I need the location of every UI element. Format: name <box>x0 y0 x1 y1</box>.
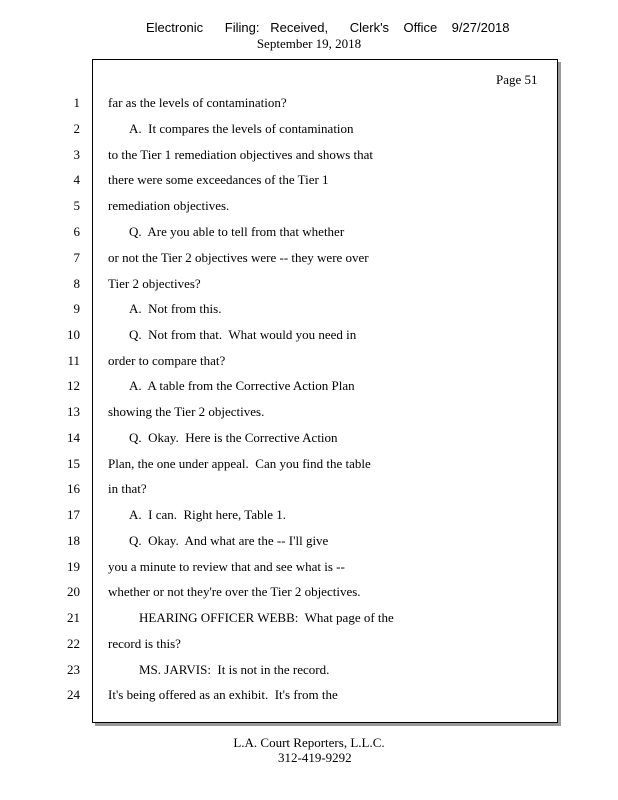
transcript-line: Q. Okay. Here is the Corrective Action <box>129 430 338 445</box>
transcript-line: remediation objectives. <box>108 198 230 213</box>
line-number: 1 <box>73 95 80 110</box>
line-number: 2 <box>73 121 80 136</box>
transcript-line: record is this? <box>108 636 181 651</box>
line-number: 14 <box>67 430 80 445</box>
line-number: 16 <box>67 481 80 496</box>
line-number: 8 <box>73 276 80 291</box>
line-number: 20 <box>67 584 80 599</box>
transcript-line: far as the levels of contamination? <box>108 95 287 110</box>
line-number: 3 <box>73 147 80 162</box>
transcript-line: Tier 2 objectives? <box>108 276 201 291</box>
transcript-line: It's being offered as an exhibit. It's from the <box>108 687 338 702</box>
transcript-line: order to compare that? <box>108 353 226 368</box>
page-number: Page 51 <box>496 72 538 87</box>
line-number: 6 <box>73 224 80 239</box>
transcript-line: A. It compares the levels of contamination <box>129 121 354 136</box>
line-number: 19 <box>67 559 80 574</box>
line-number: 24 <box>67 687 80 702</box>
transcript-line: to the Tier 1 remediation objectives and shows that <box>108 147 374 162</box>
transcript-line: there were some exceedances of the Tier 1 <box>108 172 329 187</box>
line-number: 17 <box>67 507 80 522</box>
transcript-line: in that? <box>108 481 147 496</box>
transcript-line: Q. Not from that. What would you need in <box>129 327 357 342</box>
transcript-line: A. A table from the Corrective Action Plan <box>129 378 355 393</box>
line-number: 18 <box>67 533 80 548</box>
transcript-line: Q. Are you able to tell from that whether <box>129 224 345 239</box>
footer-company: L.A. Court Reporters, L.L.C. <box>233 735 385 750</box>
transcript-line: Q. Okay. And what are the -- I'll give <box>129 533 329 548</box>
line-number: 21 <box>67 610 80 625</box>
transcript-line: Plan, the one under appeal. Can you find the table <box>108 456 371 471</box>
transcript-line: you a minute to review that and see what is -- <box>108 559 345 574</box>
transcript-line: or not the Tier 2 objectives were -- they were over <box>108 250 369 265</box>
transcript-line: MS. JARVIS: It is not in the record. <box>139 662 330 677</box>
footer-phone: 312-419-9292 <box>278 750 352 765</box>
line-number: 15 <box>67 456 80 471</box>
transcript-line: A. Not from this. <box>129 301 222 316</box>
line-number: 23 <box>67 662 80 677</box>
line-number: 4 <box>73 172 80 187</box>
line-number: 11 <box>67 353 80 368</box>
line-number: 13 <box>67 404 80 419</box>
transcript-line: showing the Tier 2 objectives. <box>108 404 265 419</box>
filing-stamp: Electronic Filing: Received, Clerk's Office 9/27/2018 <box>146 20 510 35</box>
header-date: September 19, 2018 <box>256 36 362 51</box>
line-number: 9 <box>73 301 80 316</box>
transcript-line: whether or not they're over the Tier 2 objectives. <box>108 584 361 599</box>
transcript-line: A. I can. Right here, Table 1. <box>129 507 286 522</box>
line-number: 22 <box>67 636 80 651</box>
line-number: 5 <box>73 198 80 213</box>
line-number: 10 <box>67 327 80 342</box>
line-number: 7 <box>73 250 80 265</box>
transcript-line: HEARING OFFICER WEBB: What page of the <box>139 610 394 625</box>
line-number: 12 <box>67 378 80 393</box>
